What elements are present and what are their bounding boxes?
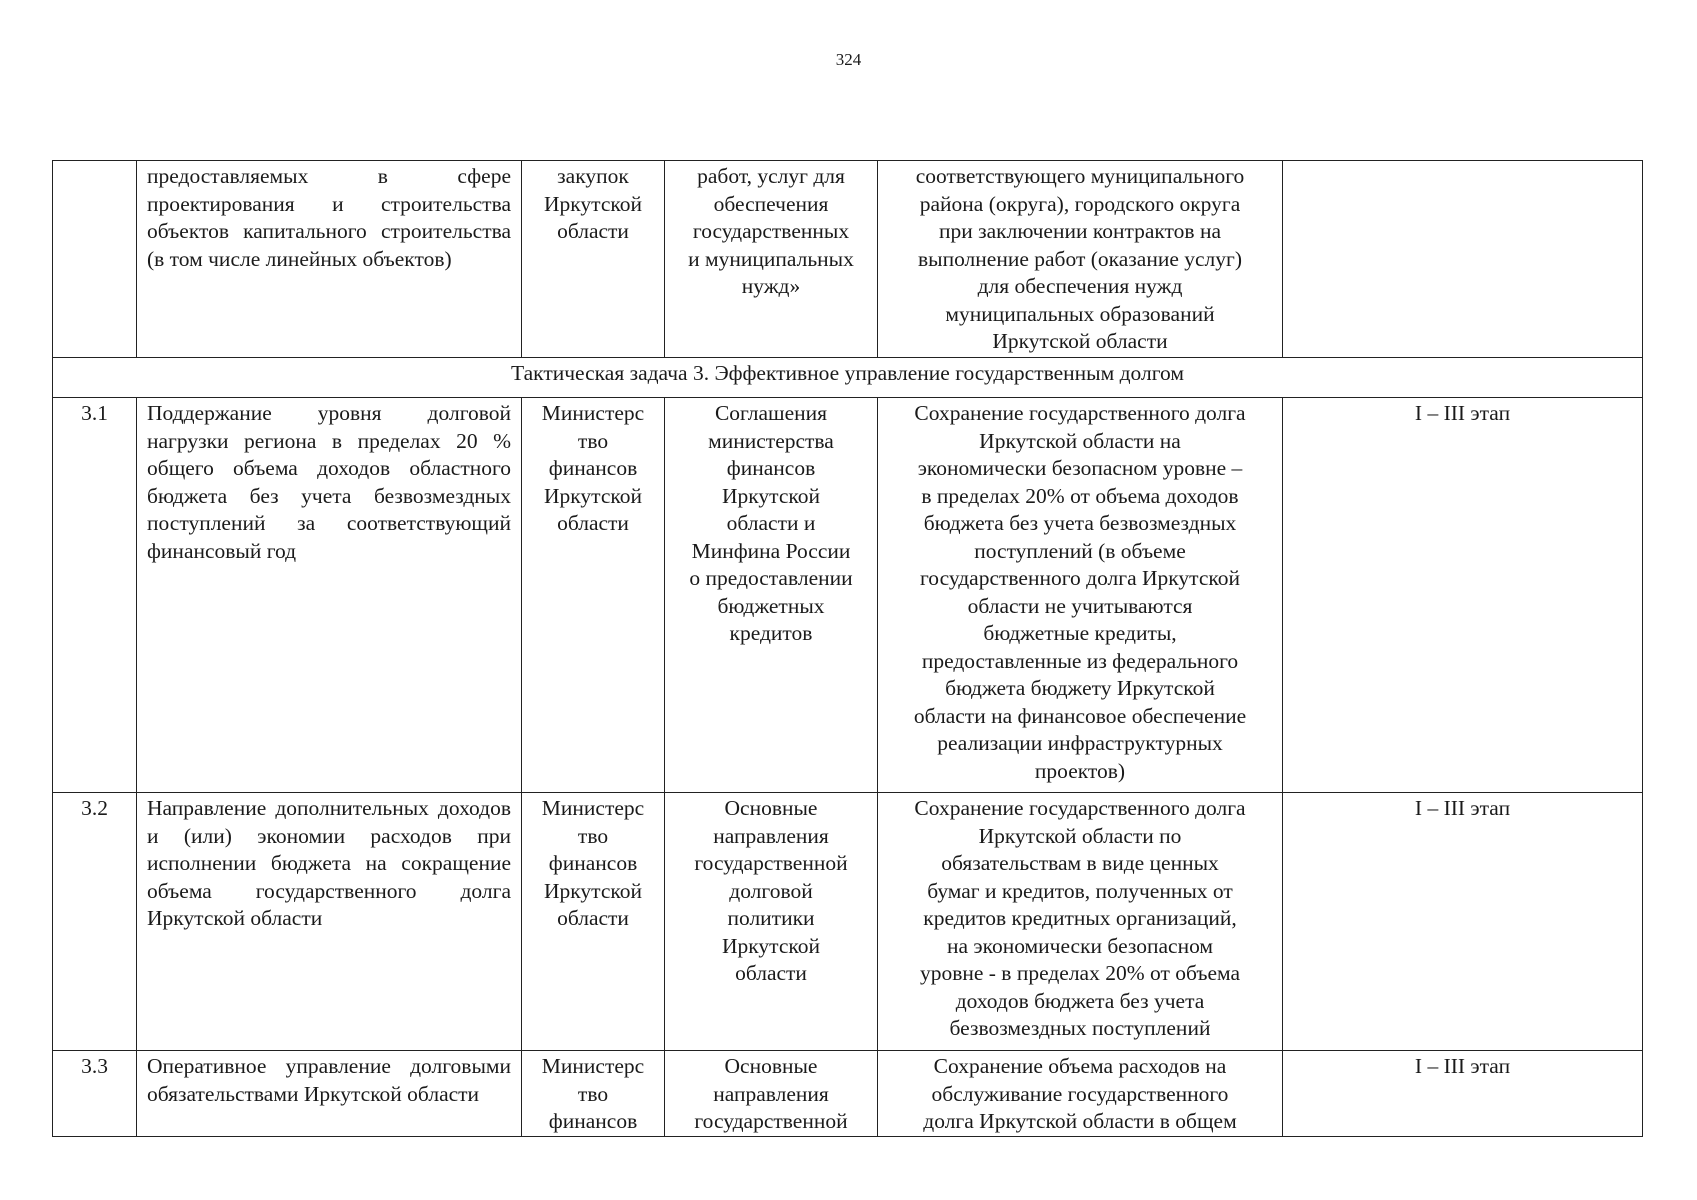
result-cell (878, 398, 1283, 793)
document-line: государственной (694, 1109, 848, 1133)
result-line: при заключении контрактов на (939, 219, 1221, 243)
document-line: Иркутской (722, 483, 820, 508)
table-row (53, 1051, 1643, 1137)
result-line: экономически безопасном уровне – (917, 456, 1243, 480)
row-number (53, 161, 137, 358)
document-cell (665, 793, 878, 1051)
result-line: обязательствам в виде ценных (941, 851, 1219, 875)
document-line: направления (713, 1081, 829, 1106)
document-line: государственных (692, 219, 850, 243)
document-line: Соглашения (714, 401, 828, 425)
result-line: области на финансовое обеспечение (913, 703, 1247, 728)
result-line: долга Иркутской области в общем (923, 1109, 1237, 1133)
executor-cell (522, 161, 665, 358)
document-line: кредитов (729, 621, 813, 645)
executor-line: области (557, 906, 629, 930)
executor-line: Иркутской (544, 878, 642, 903)
section-header-row (53, 358, 1643, 398)
document-cell (665, 161, 878, 358)
document-line: Основные (724, 1054, 818, 1078)
result-line: в пределах 20% от объема доходов (921, 483, 1239, 508)
executor-line: финансов (548, 1109, 638, 1133)
result-line: выполнение работ (оказание услуг) (917, 246, 1243, 271)
document-line: финансов (726, 456, 816, 480)
executor-cell (522, 398, 665, 793)
stage-cell: I – III этап (1283, 1051, 1643, 1137)
row-number: 3.1 (53, 398, 137, 793)
result-cell (878, 793, 1283, 1051)
measure-description: Направление дополнительных доходов и (или) экономии расходов при исполнении бюджета на сокращение объема государственного долга Иркутской области (137, 793, 522, 1051)
result-line: Иркутской области по (978, 823, 1182, 848)
result-line: обслуживание государственного (931, 1081, 1229, 1106)
document-line: направления (713, 823, 829, 848)
result-line: Иркутской области на (979, 428, 1181, 453)
executor-line: тво (577, 1081, 609, 1106)
table-row (53, 793, 1643, 1051)
result-line: области не учитываются (967, 593, 1193, 618)
strategy-table (52, 160, 1643, 1137)
result-line: муниципальных образований (945, 301, 1215, 326)
document-line: министерства (708, 428, 834, 453)
document-line: работ, услуг для (697, 164, 845, 188)
document-line: области и (726, 511, 816, 535)
result-line: соответствующего муниципального (915, 164, 1245, 188)
document-line: области (735, 961, 807, 985)
result-line: уровне - в пределах 20% от объема (919, 961, 1241, 985)
executor-line: области (557, 511, 629, 535)
document-line: о предоставлении (689, 566, 853, 590)
result-line: предоставленные из федерального (921, 648, 1239, 673)
stage-cell: I – III этап (1283, 398, 1643, 793)
document-cell (665, 1051, 878, 1137)
result-line: Сохранение объема расходов на (933, 1054, 1227, 1078)
result-line: бюджета без учета безвозмездных (923, 511, 1237, 535)
document-line: Иркутской (722, 933, 820, 958)
document-line: и муниципальных (688, 246, 854, 271)
table-row (53, 398, 1643, 793)
result-line: проектов) (1034, 758, 1126, 783)
page-number: 324 (835, 50, 862, 69)
result-line: бюджетные кредиты, (983, 621, 1177, 645)
executor-line: Министерс (541, 796, 645, 820)
section-title: Тактическая задача 3. Эффективное управление государственным долгом (53, 358, 1643, 398)
document-line: долговой (729, 878, 813, 903)
result-line: бюджета бюджету Иркутской (945, 676, 1215, 700)
result-cell (878, 1051, 1283, 1137)
result-line: поступлений (в объеме (974, 538, 1186, 563)
result-cell (878, 161, 1283, 358)
executor-line: Министерс (541, 401, 645, 425)
measure-description: Оперативное управление долговыми обязательствами Иркутской области (137, 1051, 522, 1137)
result-line: для обеспечения нужд (977, 274, 1183, 298)
executor-cell (522, 1051, 665, 1137)
executor-line: тво (577, 823, 609, 848)
result-line: Иркутской области (992, 329, 1168, 353)
row-number: 3.3 (53, 1051, 137, 1137)
result-line: Сохранение государственного долга (914, 401, 1246, 425)
table-row-continuation (53, 161, 1643, 358)
result-line: доходов бюджета без учета (955, 988, 1205, 1013)
document-line: Минфина России (691, 538, 851, 563)
result-line: кредитов кредитных организаций, (923, 906, 1237, 930)
executor-line: финансов (548, 456, 638, 480)
document-line: политики (727, 906, 815, 930)
executor-line: области (557, 219, 629, 243)
result-line: государственного долга Иркутской (920, 566, 1240, 590)
executor-line: Иркутской (544, 483, 642, 508)
result-line: безвозмездных поступлений (949, 1016, 1211, 1040)
document-line: обеспечения (713, 191, 829, 216)
result-line: бумаг и кредитов, полученных от (927, 878, 1233, 903)
document-cell (665, 398, 878, 793)
measure-description: предоставляемых в сфере проектирования и строительства объектов капитального строительства (в том числе линейных объектов) (137, 161, 522, 358)
row-number: 3.2 (53, 793, 137, 1051)
stage-cell (1283, 161, 1643, 358)
result-line: района (округа), городского округа (919, 191, 1241, 216)
executor-line: тво (577, 428, 609, 453)
executor-line: финансов (548, 851, 638, 875)
document-line: нужд» (741, 274, 801, 298)
executor-cell (522, 793, 665, 1051)
executor-line: Министерс (541, 1054, 645, 1078)
executor-line: Иркутской (544, 191, 642, 216)
result-line: Сохранение государственного долга (914, 796, 1246, 820)
result-line: реализации инфраструктурных (937, 731, 1223, 755)
executor-line: закупок (557, 164, 629, 188)
document-line: государственной (694, 851, 848, 875)
measure-description: Поддержание уровня долговой нагрузки региона в пределах 20 % общего объема доходов областного бюджета без учета безвозмездных поступлений за соответствующий финансовый год (137, 398, 522, 793)
document-line: Основные (724, 796, 818, 820)
stage-cell: I – III этап (1283, 793, 1643, 1051)
result-line: на экономически безопасном (946, 933, 1214, 958)
document-line: бюджетных (717, 593, 825, 618)
